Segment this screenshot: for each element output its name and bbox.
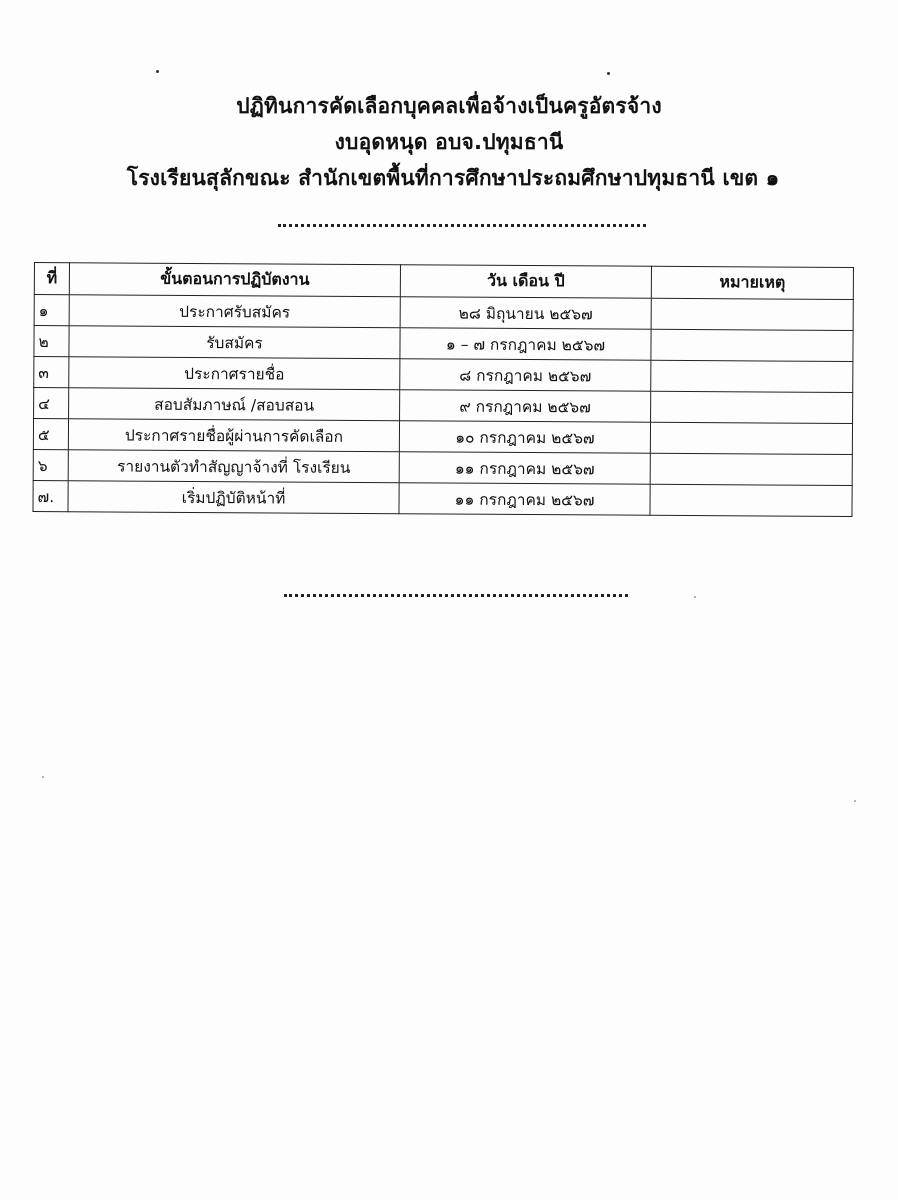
row-step: ประกาศรายชื่อผู้ผ่านการคัดเลือก: [68, 419, 399, 452]
row-date: ๙ กรกฎาคม ๒๕๖๗: [400, 390, 651, 423]
heading-line-1: ปฏิทินการคัดเลือกบุคคลเพื่อจ้างเป็นครูอัตรจ้าง: [236, 94, 662, 118]
dotted-divider-bottom: [284, 588, 628, 597]
row-number: ๕: [33, 419, 68, 450]
row-note: [651, 298, 853, 330]
heading-line-2: งบอุดหนุด อบจ.ปทุมธานี: [334, 130, 564, 154]
row-step: เริ่มปฏิบัติหน้าที่: [68, 481, 399, 514]
row-note: [651, 329, 853, 361]
row-note: [650, 453, 852, 485]
row-step: สอบสัมภาษณ์ /สอบสอน: [69, 388, 400, 421]
scan-speck: [694, 596, 696, 598]
scan-speck: [156, 70, 159, 73]
table-row: [33, 449, 852, 485]
row-date: ๑๑ กรกฎาคม ๒๕๖๗: [399, 483, 650, 516]
heading-line-3: โรงเรียนสุลักขณะ สำนักเขตพื้นที่การศึกษาประถมศึกษาปทุมธานี เขต ๑: [126, 166, 780, 190]
column-header-date: วัน เดือน ปี: [400, 265, 651, 299]
row-number: ๒: [34, 326, 69, 357]
row-note: [650, 484, 852, 516]
row-step: ประกาศรับสมัคร: [69, 295, 400, 328]
row-step: รายงานตัวทำสัญญาจ้างที่ โรงเรียน: [68, 450, 399, 483]
column-header-no: ที่: [34, 263, 69, 295]
schedule-table: [32, 262, 854, 517]
scan-speck: [42, 776, 44, 778]
column-header-note: หมายเหตุ: [651, 266, 853, 299]
row-date: ๘ กรกฎาคม ๒๕๖๗: [400, 359, 651, 392]
table-row: [34, 388, 853, 424]
table-row: [33, 480, 852, 516]
document-heading: [0, 88, 898, 196]
row-date: ๒๘ มิถุนายน ๒๕๖๗: [400, 297, 651, 330]
scan-speck: [854, 800, 856, 802]
row-number: ๑: [34, 295, 69, 326]
scan-speck: [607, 72, 610, 75]
row-step: ประกาศรายชื่อ: [69, 357, 400, 390]
column-header-step: ขั้นตอนการปฏิบัตงาน: [69, 263, 400, 297]
row-step: รับสมัคร: [69, 326, 400, 359]
table-header-row: [34, 263, 853, 300]
row-date: ๑ – ๗ กรกฎาคม ๒๕๖๗: [400, 328, 651, 361]
table-row: [34, 326, 853, 362]
table-row: [34, 295, 853, 331]
row-number: ๖: [33, 449, 68, 480]
row-note: [651, 360, 853, 392]
dotted-divider-top: [278, 218, 646, 227]
row-number: ๗.: [33, 480, 68, 511]
table-row: [33, 419, 852, 455]
row-number: ๔: [34, 388, 69, 419]
row-note: [651, 391, 853, 423]
row-note: [650, 422, 852, 454]
row-date: ๑๐ กรกฎาคม ๒๕๖๗: [399, 421, 650, 454]
row-number: ๓: [34, 357, 69, 388]
row-date: ๑๑ กรกฎาคม ๒๕๖๗: [399, 452, 650, 485]
table-row: [34, 357, 853, 393]
